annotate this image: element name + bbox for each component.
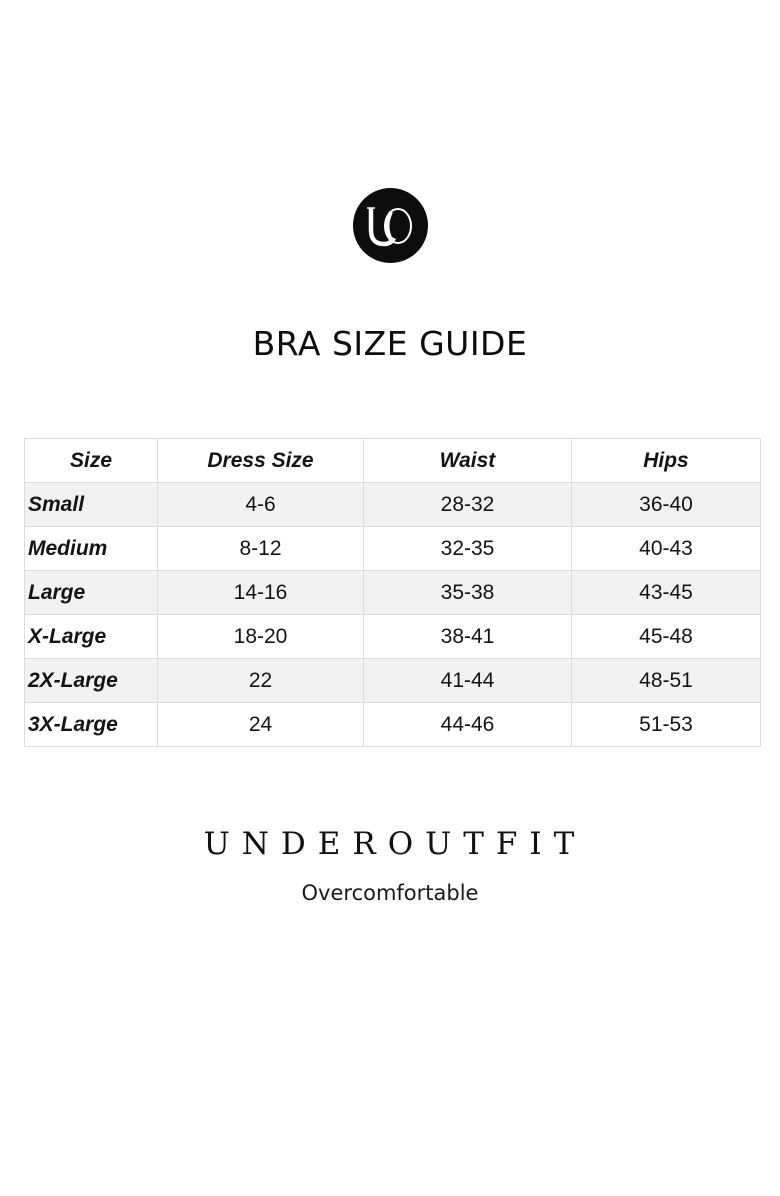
dress-size-cell: 4-6	[158, 483, 364, 527]
dress-size-cell: 14-16	[158, 571, 364, 615]
column-header-waist: Waist	[364, 439, 572, 483]
brand-logo	[353, 188, 428, 263]
brand-wordmark: UNDEROUTFIT	[203, 826, 587, 862]
column-header-hips: Hips	[572, 439, 761, 483]
column-header-dress-size: Dress Size	[158, 439, 364, 483]
hips-cell: 40-43	[572, 527, 761, 571]
hips-cell: 45-48	[572, 615, 761, 659]
dress-size-cell: 22	[158, 659, 364, 703]
size-cell: 2X-Large	[25, 659, 158, 703]
column-header-size: Size	[25, 439, 158, 483]
uo-monogram-icon	[365, 204, 417, 248]
waist-cell: 32-35	[364, 527, 572, 571]
page-title: BRA SIZE GUIDE	[252, 324, 528, 363]
hips-cell: 43-45	[572, 571, 761, 615]
table-row	[25, 659, 761, 703]
waist-cell: 38-41	[364, 615, 572, 659]
table-row	[25, 615, 761, 659]
size-cell: Large	[25, 571, 158, 615]
waist-cell: 35-38	[364, 571, 572, 615]
hips-cell: 51-53	[572, 703, 761, 747]
size-cell: 3X-Large	[25, 703, 158, 747]
table-header-row	[25, 439, 761, 483]
dress-size-cell: 18-20	[158, 615, 364, 659]
size-cell: Small	[25, 483, 158, 527]
hips-cell: 48-51	[572, 659, 761, 703]
table-row	[25, 703, 761, 747]
size-table	[24, 438, 761, 747]
table-row	[25, 571, 761, 615]
table-row	[25, 527, 761, 571]
waist-cell: 41-44	[364, 659, 572, 703]
waist-cell: 28-32	[364, 483, 572, 527]
hips-cell: 36-40	[572, 483, 761, 527]
size-cell: X-Large	[25, 615, 158, 659]
size-cell: Medium	[25, 527, 158, 571]
brand-tagline: Overcomfortable	[301, 881, 479, 905]
waist-cell: 44-46	[364, 703, 572, 747]
table-row	[25, 483, 761, 527]
dress-size-cell: 8-12	[158, 527, 364, 571]
dress-size-cell: 24	[158, 703, 364, 747]
